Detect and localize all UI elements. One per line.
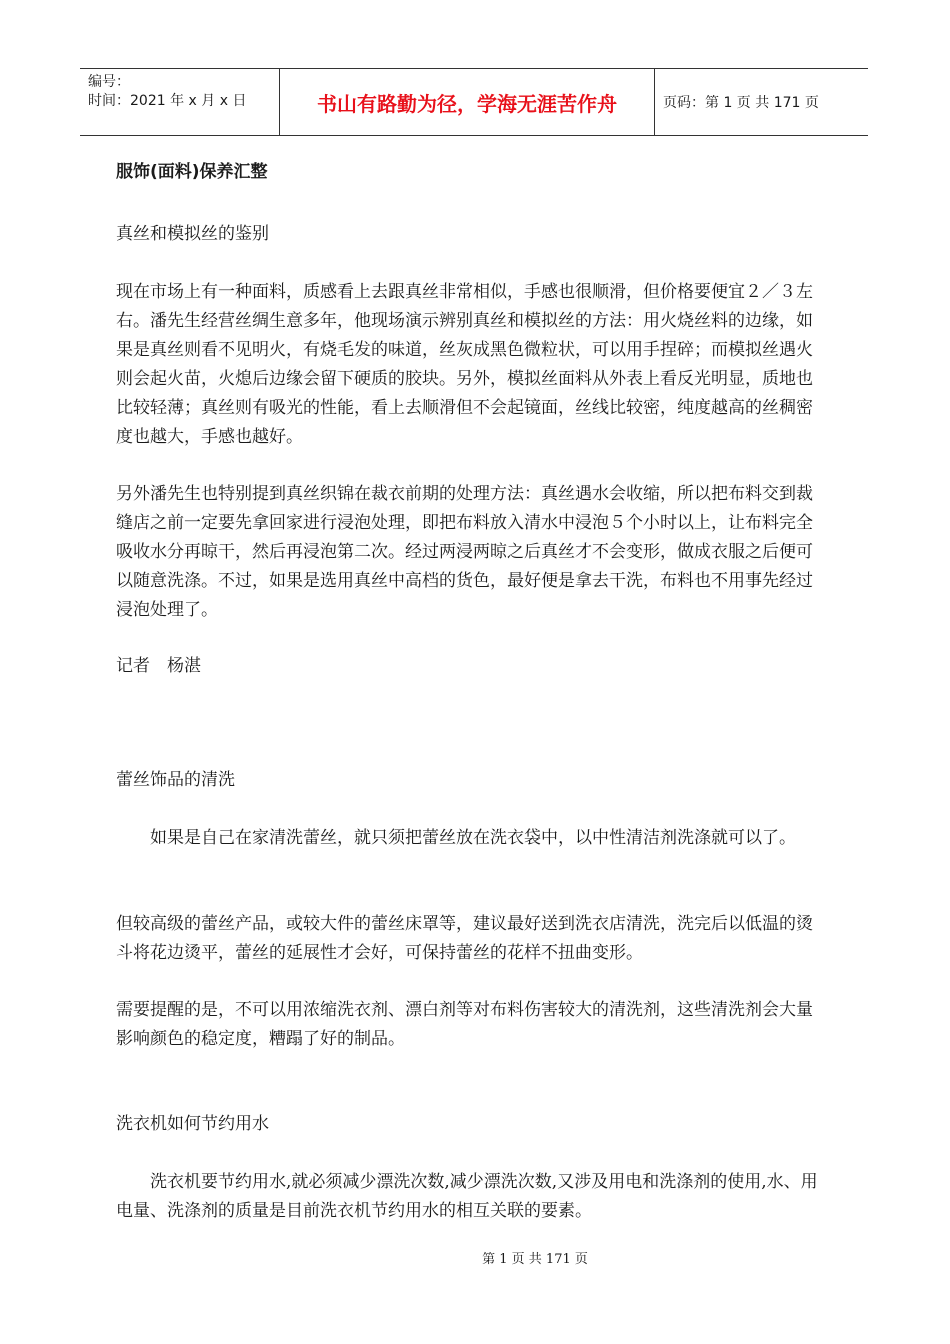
paragraph-lace-1: 如果是自己在家清洗蕾丝，就只须把蕾丝放在洗衣袋中，以中性清洁剂洗涤就可以了。 bbox=[150, 828, 796, 848]
paragraph-washer-1: 洗衣机要节约用水,就必须减少漂洗次数,减少漂洗次数,又涉及用电和洗涤剂的使用,水、用电量、洗涤剂的质量是目前洗衣机节约用水的相互关联的要素。 bbox=[116, 1172, 818, 1221]
header-motto: 书山有路勤为径，学海无涯苦作舟 bbox=[280, 69, 655, 135]
document-title: 服饰(面料)保养汇整 bbox=[116, 162, 268, 182]
page-header bbox=[80, 68, 868, 136]
header-meta bbox=[80, 69, 280, 135]
header-page-info: 页码：第 1 页 共 171 页 bbox=[663, 95, 819, 111]
page-footer: 第 1 页 共 171 页 bbox=[482, 1252, 588, 1267]
paragraph-silk-1: 现在市场上有一种面料，质感看上去跟真丝非常相似，手感也很顺滑，但价格要便宜２／３左右。潘先生经营丝绸生意多年，他现场演示辨别真丝和模拟丝的方法：用火烧丝料的边缘，如果是真丝则看不见明火，有烧毛发的味道，丝灰成黑色微粒状，可以用手捏碎；而模拟丝遇火则会起火苗，火熄后边缘会留下硬质的胶块。另外，模拟丝面料从外表上看反光明显，质地也比较轻薄；真丝则有吸光的性能，看上去顺滑但不会起镜面，丝线比较密，纯度越高的丝稠密度也越大，手感也越好。 bbox=[116, 282, 813, 447]
section-heading-lace: 蕾丝饰品的清洗 bbox=[116, 770, 235, 790]
section-heading-silk: 真丝和模拟丝的鉴别 bbox=[116, 224, 269, 244]
paragraph-lace-3: 需要提醒的是，不可以用浓缩洗衣剂、漂白剂等对布料伤害较大的清洗剂，这些清洗剂会大量影响颜色的稳定度，糟蹋了好的制品。 bbox=[116, 1000, 813, 1049]
paragraph-silk-2: 另外潘先生也特别提到真丝织锦在裁衣前期的处理方法：真丝遇水会收缩，所以把布料交到裁缝店之前一定要先拿回家进行浸泡处理，即把布料放入清水中浸泡５个小时以上，让布料完全吸收水分再晾干，然后再浸泡第二次。经过两浸两晾之后真丝才不会变形，做成衣服之后便可以随意洗涤。不过，如果是选用真丝中高档的货色，最好便是拿去干洗，布料也不用事先经过浸泡处理了。 bbox=[116, 484, 813, 620]
section-heading-washer: 洗衣机如何节约用水 bbox=[116, 1114, 269, 1134]
paragraph-lace-2: 但较高级的蕾丝产品，或较大件的蕾丝床罩等，建议最好送到洗衣店清洗，洗完后以低温的烫斗将花边烫平，蕾丝的延展性才会好，可保持蕾丝的花样不扭曲变形。 bbox=[116, 914, 813, 963]
header-number-label: 编号： bbox=[88, 74, 130, 90]
header-time-label: 时间：2021 年 x 月 x 日 bbox=[88, 93, 247, 109]
byline: 记者 杨湛 bbox=[116, 656, 201, 676]
